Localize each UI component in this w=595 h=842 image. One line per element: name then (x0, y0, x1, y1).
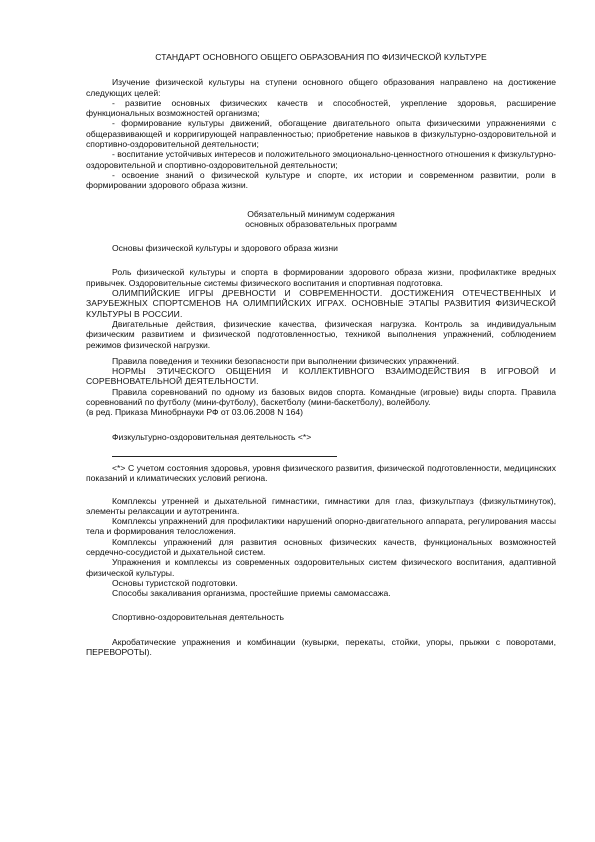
section-heading: Основы физической культуры и здорового образа жизни (112, 243, 338, 254)
list-item: Комплексы упражнений для профилактики нарушений опорно-двигательного аппарата, регулирования массы тела и формирования телосложения. (86, 516, 556, 537)
list-item: Комплексы утренней и дыхательной гимнастики, гимнастики для глаз, физкультпауз (физкультминуток), элементы релаксации и аутотренинга. (86, 495, 556, 516)
goal-item: - развитие основных физических качеств и способностей, укрепление здоровья, расширение функциональных возможностей организма; (86, 97, 556, 119)
goal-item: - воспитание устойчивых интересов и положительного эмоционально-ценностного отношения к физкультурно-оздоровительной и спортивно-оздоровительной деятельности; (86, 149, 556, 170)
caps-paragraph: НОРМЫ ЭТИЧЕСКОГО ОБЩЕНИЯ И КОЛЛЕКТИВНОГО ВЗАИМОДЕЙСТВИЯ В ИГРОВОЙ И СОРЕВНОВАТЕЛЬНОЙ ДЕЯТЕЛЬНОСТИ. (86, 366, 556, 387)
paragraph: Акробатические упражнения и комбинации (кувырки, перекаты, стойки, упоры, прыжки с поворотами, ПЕРЕВОРОТЫ). (86, 636, 556, 658)
paragraph: Роль физической культуры и спорта в формировании здорового образа жизни, профилактике вредных привычек. Оздоровительные системы физического воспитания и спортивная подготовка. (86, 267, 556, 288)
list-item: Основы туристской подготовки. (112, 577, 238, 588)
caps-paragraph: ОЛИМПИЙСКИЕ ИГРЫ ДРЕВНОСТИ И СОВРЕМЕННОСТИ. ДОСТИЖЕНИЯ ОТЕЧЕСТВЕННЫХ И ЗАРУБЕЖНЫХ СПОРТСМЕНОВ НА ОЛИМПИЙСКИХ ИГРАХ. ОСНОВНЫЕ ЭТАПЫ РАЗВИТИЯ ФИЗИЧЕСКОЙ КУЛЬТУРЫ В РОССИИ. (86, 288, 556, 319)
goal-item: - освоение знаний о физической культуре и спорте, их истории и современном развитии, роли в формировании здорового образа жизни. (86, 169, 556, 191)
goal-item: - формирование культуры движений, обогащение двигательного опыта физическими упражнениями с общеразвивающей и корригирующей направленностью; приобретение навыков в физкультурно-оздоровительной и спортивно-оздоровительной деятельности; (86, 118, 556, 150)
paragraph: Правила соревнований по одному из базовых видов спорта. Командные (игровые) виды спорта. Правила соревнований по футболу (мини-футболу), баскетболу (мини-баскетболу), волейболу. (86, 386, 556, 408)
document-body (86, 52, 556, 657)
footnote: <*> С учетом состояния здоровья, уровня физического развития, физической подготовленности, медицинских показаний и климатических условий региона. (86, 462, 556, 484)
minimum-heading-line1: Обязательный минимум содержания (247, 208, 395, 219)
list-item: Комплексы упражнений для развития основных физических качеств, функциональных возможностей сердечно-сосудистой и дыхательной систем. (86, 536, 556, 557)
amendment-reference: (в ред. Приказа Минобрнауки РФ от 03.06.2008 N 164) (86, 407, 303, 418)
paragraph: Двигательные действия, физические качества, физическая нагрузка. Контроль за индивидуальным физическим развитием и физической подготовленностью, техникой выполнения упражнений, соблюдением режимов физической нагрузки. (86, 318, 556, 350)
list-item: Упражнения и комплексы из современных оздоровительных систем физического воспитания, адаптивной физической культуры. (86, 557, 556, 578)
document-title: СТАНДАРТ ОСНОВНОГО ОБЩЕГО ОБРАЗОВАНИЯ ПО ФИЗИЧЕСКОЙ КУЛЬТУРЕ (155, 52, 487, 62)
paragraph: Правила поведения и техники безопасности при выполнении физических упражнений. (112, 355, 460, 366)
section-heading: Физкультурно-оздоровительная деятельность <*> (112, 431, 312, 442)
intro-paragraph: Изучение физической культуры на ступени основного общего образования направлено на достижение следующих целей: (86, 77, 556, 98)
list-item: Способы закаливания организма, простейшие приемы самомассажа. (112, 588, 391, 599)
minimum-heading-line2: основных образовательных программ (245, 218, 397, 229)
section-heading: Спортивно-оздоровительная деятельность (112, 612, 284, 623)
